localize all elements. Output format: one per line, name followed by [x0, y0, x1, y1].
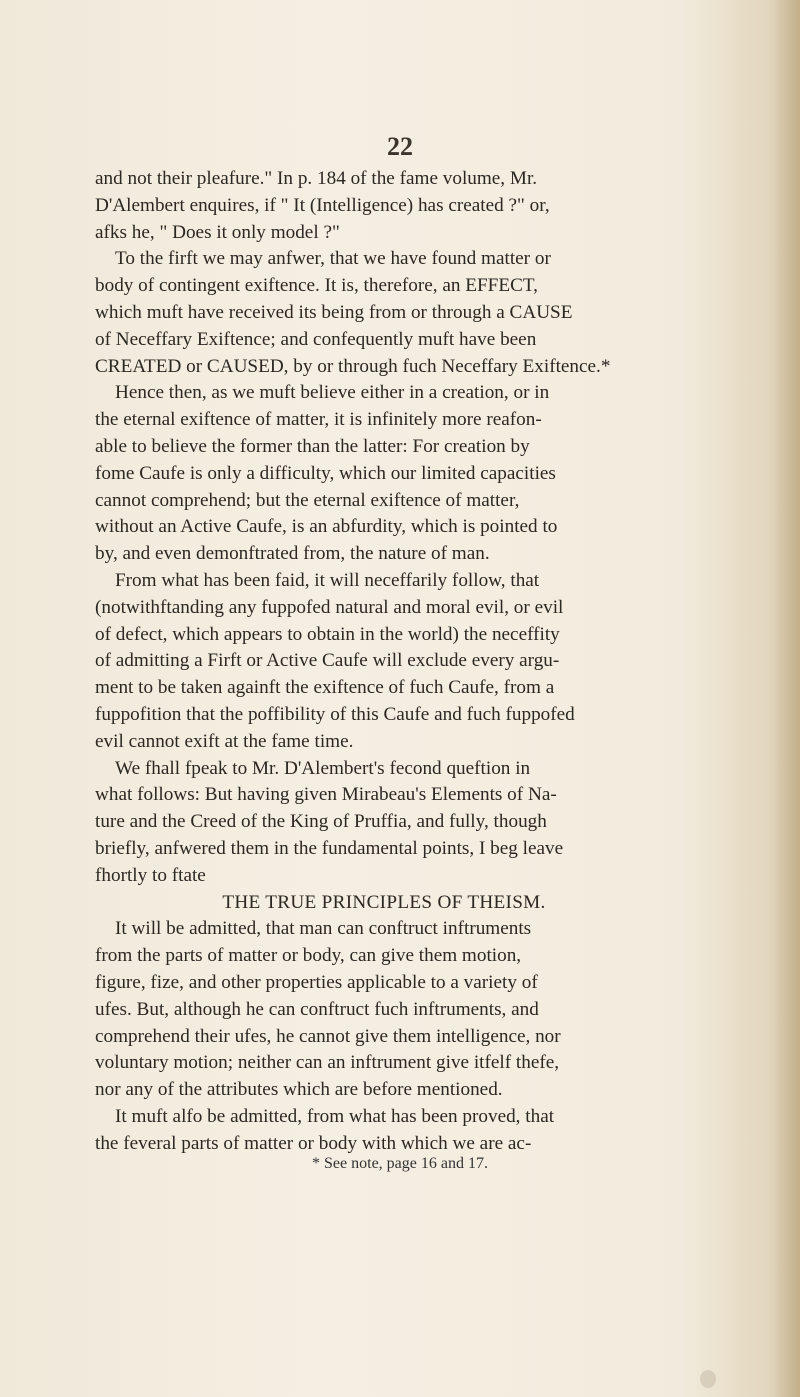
text-line-27	[95, 863, 673, 890]
text-line-18	[95, 622, 673, 649]
text-line-21	[95, 702, 673, 729]
text-line-16	[95, 568, 673, 595]
text-line-8	[95, 354, 673, 381]
text-line: We fhall fpeak to Mr. D'Alembert's fecond queftion in	[115, 757, 531, 779]
text-line-29	[95, 916, 673, 943]
text-line: briefly, anfwered them in the fundamental points, I beg leave	[95, 837, 564, 859]
text-line: ture and the Creed of the King of Pruffia, and fully, though	[95, 811, 547, 833]
text-line-31	[95, 970, 673, 997]
text-line: From what has been faid, it will neceffarily follow, that	[115, 569, 540, 591]
text-line-5	[95, 273, 673, 300]
text-line: of defect, which appears to obtain in the world) the neceffity	[95, 623, 560, 645]
text-line-1	[95, 166, 673, 193]
text-line-14	[95, 514, 673, 541]
page-edge-shadow	[774, 0, 800, 1397]
text-line-13	[95, 488, 673, 515]
text-line-26	[95, 836, 673, 863]
text-line: of admitting a Firft or Active Caufe will exclude every argu-	[95, 650, 560, 672]
text-line: comprehend their ufes, he cannot give them intelligence, nor	[95, 1025, 561, 1047]
text-line: by, and even demonftrated from, the nature of man.	[95, 543, 490, 565]
text-line: from the parts of matter or body, can give them motion,	[95, 945, 522, 967]
text-line-15	[95, 541, 673, 568]
section-heading	[95, 890, 673, 917]
text-line-34	[95, 1050, 673, 1077]
text-line: voluntary motion; neither can an inftrument give itfelf thefe,	[95, 1052, 560, 1074]
text-line: without an Active Caufe, is an abfurdity, which is pointed to	[95, 516, 558, 538]
text-line: fhortly to ftate	[95, 864, 206, 886]
text-line-17	[95, 595, 673, 622]
text-line: CREATED or CAUSED, by or through fuch Neceffary Exiftence.*	[95, 355, 611, 377]
paper-smudge	[700, 1370, 716, 1388]
text-line: ufes. But, although he can conftruct fuch inftruments, and	[95, 998, 539, 1020]
text-line: figure, fize, and other properties applicable to a variety of	[95, 971, 538, 993]
text-line: Hence then, as we muft believe either in a creation, or in	[115, 382, 550, 404]
text-line-19	[95, 648, 673, 675]
text-line-3	[95, 220, 673, 247]
text-line: cannot comprehend; but the eternal exiftence of matter,	[95, 489, 520, 511]
text-line: and not their pleafure." In p. 184 of the fame volume, Mr.	[95, 168, 538, 189]
text-line: It muft alfo be admitted, from what has been proved, that	[115, 1105, 555, 1127]
text-line-10	[95, 407, 673, 434]
text-line: nor any of the attributes which are before mentioned.	[95, 1079, 503, 1101]
text-line-33	[95, 1024, 673, 1051]
text-line-32	[95, 997, 673, 1024]
text-line-9	[95, 380, 673, 407]
text-line: body of contingent exiftence. It is, therefore, an EFFECT,	[95, 275, 538, 297]
text-line: To the firft we may anfwer, that we have found matter or	[115, 248, 551, 270]
footnote: * See note, page 16 and 17.	[312, 1155, 488, 1172]
text-line-20	[95, 675, 673, 702]
text-line: D'Alembert enquires, if " It (Intelligence) has created ?" or,	[95, 194, 550, 216]
text-line-37	[95, 1131, 673, 1158]
text-line: of Neceffary Exiftence; and confequently muft have been	[95, 328, 537, 350]
text-line-24	[95, 782, 673, 809]
text-line: (notwithftanding any fuppofed natural and moral evil, or evil	[95, 596, 564, 618]
text-line-30	[95, 943, 673, 970]
body-text	[95, 166, 673, 1157]
text-line: ment to be taken againft the exiftence of fuch Caufe, from a	[95, 677, 555, 699]
page-number: 22	[387, 132, 413, 161]
text-line-36	[95, 1104, 673, 1131]
text-line-23	[95, 756, 673, 783]
text-line: the eternal exiftence of matter, it is infinitely more reafon-	[95, 409, 542, 431]
text-line: which muft have received its being from or through a CAUSE	[95, 301, 573, 323]
text-line-2	[95, 193, 673, 220]
text-line: fome Caufe is only a difficulty, which our limited capacities	[95, 462, 556, 484]
heading-text: THE TRUE PRINCIPLES OF THEISM.	[222, 891, 546, 913]
text-line-25	[95, 809, 673, 836]
text-line-6	[95, 300, 673, 327]
text-line-35	[95, 1077, 673, 1104]
text-line: It will be admitted, that man can conftruct inftruments	[115, 918, 532, 940]
text-line-7	[95, 327, 673, 354]
text-line: afks he, " Does it only model ?"	[95, 221, 340, 243]
text-line: able to believe the former than the latter: For creation by	[95, 435, 530, 457]
text-line-11	[95, 434, 673, 461]
text-line: evil cannot exift at the fame time.	[95, 730, 354, 752]
text-line-12	[95, 461, 673, 488]
text-line: the feveral parts of matter or body with which we are ac-	[95, 1132, 532, 1154]
text-line-22	[95, 729, 673, 756]
text-line-4	[95, 246, 673, 273]
text-line: what follows: But having given Mirabeau's Elements of Na-	[95, 784, 557, 806]
text-line: fuppofition that the poffibility of this Caufe and fuch fuppofed	[95, 703, 575, 725]
